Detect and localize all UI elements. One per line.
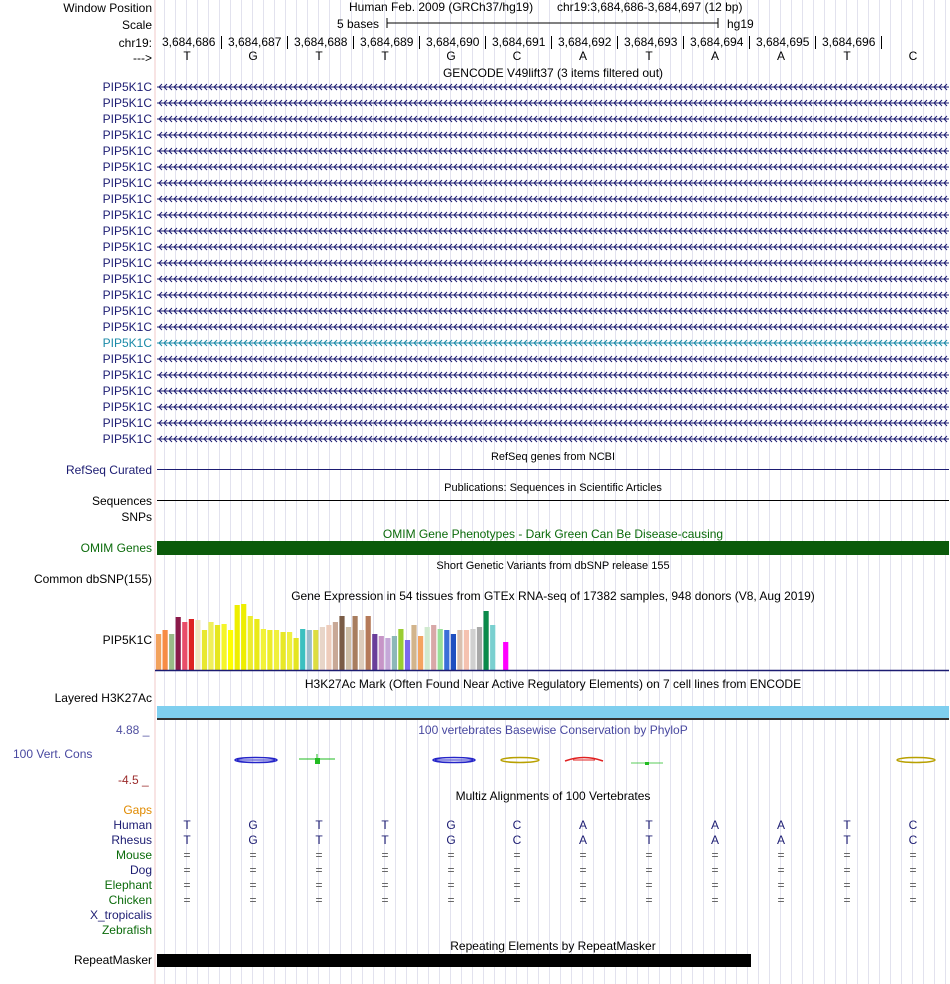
alignment-base: = xyxy=(183,863,191,877)
logo-glyph-t xyxy=(299,754,335,764)
gtex-tissue-bar xyxy=(222,624,227,670)
alignment-base: T xyxy=(843,818,851,832)
gtex-tissue-bar xyxy=(235,605,240,670)
alignment-base: T xyxy=(315,833,323,847)
gtex-tissue-bar xyxy=(333,622,338,670)
alignment-base: = xyxy=(447,893,455,907)
base-letter: C xyxy=(908,49,918,63)
alignment-base: = xyxy=(381,893,389,907)
gtex-tissue-bar xyxy=(484,611,489,670)
gtex-tissue-bar xyxy=(339,616,344,670)
gtex-tissue-bar xyxy=(254,619,259,670)
alignment-base: = xyxy=(447,848,455,862)
repeatmasker-element[interactable] xyxy=(157,954,751,967)
omim-track-title[interactable]: OMIM Gene Phenotypes - Dark Green Can Be Disease-causing xyxy=(382,527,724,541)
coordinate-tick xyxy=(551,36,552,49)
alignment-base: T xyxy=(315,818,323,832)
alignment-base: = xyxy=(645,863,653,877)
coordinate-tick-label: 3,684,693 xyxy=(624,35,678,49)
gencode-transcript-line[interactable] xyxy=(157,129,949,141)
coordinate-tick xyxy=(353,36,354,49)
alignment-base: A xyxy=(776,833,785,847)
repeatmasker-track-title[interactable]: Repeating Elements by RepeatMasker xyxy=(450,939,656,953)
scale-text: 5 bases xyxy=(337,17,380,31)
alignment-base: = xyxy=(579,848,587,862)
gtex-tissue-bar xyxy=(320,627,325,670)
alignment-base: T xyxy=(843,833,851,847)
gtex-tissue-bar xyxy=(294,638,299,670)
base-letter: T xyxy=(645,49,653,63)
coordinate-tick-label: 3,684,694 xyxy=(690,35,744,49)
gencode-transcript-label[interactable]: PIP5K1C xyxy=(102,80,152,94)
gencode-transcript-label[interactable]: PIP5K1C xyxy=(102,128,152,142)
gencode-transcript-label[interactable]: PIP5K1C xyxy=(102,416,152,430)
species-label[interactable]: Chicken xyxy=(108,893,152,907)
coordinate-tick xyxy=(617,36,618,49)
base-letter: A xyxy=(578,49,587,63)
coordinate-tick-label: 3,684,688 xyxy=(294,35,348,49)
gencode-transcript-label[interactable]: PIP5K1C xyxy=(102,256,152,270)
position-text[interactable]: chr19:3,684,686-3,684,697 (12 bp) xyxy=(557,0,743,14)
species-label[interactable]: Elephant xyxy=(104,878,152,892)
h3k27ac-signal[interactable] xyxy=(157,706,949,718)
species-label[interactable]: Rhesus xyxy=(111,833,152,847)
gtex-tissue-bar xyxy=(300,629,305,670)
gencode-transcript-label[interactable]: PIP5K1C xyxy=(102,272,152,286)
h3k27ac-track-title[interactable]: H3K27Ac Mark (Often Found Near Active Regulatory Elements) on 7 cell lines from ENCODE xyxy=(304,677,802,691)
alignment-base: = xyxy=(315,893,323,907)
gencode-transcript-label[interactable]: PIP5K1C xyxy=(102,160,152,174)
gencode-transcript-line[interactable] xyxy=(157,401,949,413)
gencode-transcript-line[interactable] xyxy=(157,161,949,173)
gencode-transcript-line[interactable] xyxy=(157,385,949,397)
gtex-tissue-bar xyxy=(326,625,331,670)
alignment-base: G xyxy=(248,833,258,847)
scale-db: hg19 xyxy=(727,17,754,31)
alignment-base: G xyxy=(446,833,456,847)
alignment-base: = xyxy=(645,878,653,892)
dbsnp-label[interactable]: Common dbSNP(155) xyxy=(33,572,152,586)
coordinate-tick xyxy=(881,36,882,49)
gencode-transcript-line[interactable] xyxy=(157,241,949,253)
gencode-transcript-label[interactable]: PIP5K1C xyxy=(102,176,152,190)
species-label[interactable]: X_tropicalis xyxy=(89,908,152,922)
alignment-base: = xyxy=(843,893,851,907)
alignment-base: = xyxy=(183,878,191,892)
gtex-tissue-bar xyxy=(274,630,279,670)
alignment-base: G xyxy=(248,818,258,832)
alignment-base: = xyxy=(909,878,917,892)
gencode-transcript-line[interactable] xyxy=(157,353,949,365)
alignment-base: = xyxy=(579,878,587,892)
base-letter: T xyxy=(843,49,851,63)
alignment-base: = xyxy=(381,863,389,877)
alignment-base: A xyxy=(578,833,587,847)
gtex-tissue-bar xyxy=(366,616,371,670)
gencode-transcript-line[interactable] xyxy=(157,225,949,237)
alignment-base: = xyxy=(447,863,455,877)
strand-label: ---> xyxy=(133,51,152,65)
chrom-label: chr19: xyxy=(118,36,152,50)
alignment-base: = xyxy=(513,878,521,892)
gtex-tissue-bar xyxy=(490,625,495,670)
alignment-base: T xyxy=(183,818,191,832)
alignment-base: = xyxy=(711,848,719,862)
coordinate-tick xyxy=(485,36,486,49)
phylop-logo-glyphs xyxy=(157,752,949,770)
alignment-base: A xyxy=(776,818,785,832)
alignment-base: = xyxy=(645,848,653,862)
alignment-base: = xyxy=(843,878,851,892)
base-letter: T xyxy=(381,49,389,63)
coordinate-tick-label: 3,684,692 xyxy=(558,35,612,49)
dbsnp-track-title[interactable]: Short Genetic Variants from dbSNP release 155 xyxy=(436,560,670,572)
phylop-max-label: 4.88 _ xyxy=(116,723,150,737)
gtex-tissue-bar xyxy=(451,634,456,670)
coordinate-tick-label: 3,684,696 xyxy=(822,35,876,49)
gtex-tissue-bar xyxy=(287,632,292,670)
omim-label[interactable]: OMIM Genes xyxy=(80,541,152,555)
alignment-base: = xyxy=(513,893,521,907)
alignment-base: = xyxy=(909,848,917,862)
repeatmasker-label[interactable]: RepeatMasker xyxy=(73,953,152,967)
snps-label[interactable]: SNPs xyxy=(121,510,152,524)
species-label[interactable]: Mouse xyxy=(115,848,152,862)
gtex-tissue-bar xyxy=(470,629,475,670)
alignment-base: = xyxy=(777,848,785,862)
coordinate-tick-label: 3,684,695 xyxy=(756,35,810,49)
coordinate-tick xyxy=(287,36,288,49)
phylop-min-label: -4.5 _ xyxy=(118,773,149,787)
gtex-tissue-bar xyxy=(425,627,430,670)
base-letter: G xyxy=(248,49,258,63)
gencode-transcript-label[interactable]: PIP5K1C xyxy=(102,240,152,254)
h3k27ac-baseline xyxy=(157,718,949,720)
gtex-track-title[interactable]: Gene Expression in 54 tissues from GTEx RNA-seq of 17382 samples, 948 donors (V8, Aug 2019) xyxy=(291,589,815,603)
gencode-transcript-line[interactable] xyxy=(157,81,949,93)
gaps-label[interactable]: Gaps xyxy=(123,803,152,817)
scale-label: Scale xyxy=(121,18,152,32)
gtex-tissue-bar xyxy=(392,636,397,670)
alignment-base: = xyxy=(777,863,785,877)
gencode-transcript-line[interactable] xyxy=(157,113,949,125)
gencode-transcript-label[interactable]: PIP5K1C xyxy=(102,400,152,414)
gtex-tissue-bar xyxy=(313,630,318,670)
publications-line[interactable] xyxy=(157,500,949,501)
alignment-base: = xyxy=(777,878,785,892)
alignment-base: = xyxy=(711,863,719,877)
gtex-tissue-bar xyxy=(267,630,272,670)
alignment-base: = xyxy=(513,848,521,862)
base-letter: A xyxy=(710,49,719,63)
alignment-base: A xyxy=(578,818,587,832)
gtex-tissue-bar xyxy=(346,627,351,670)
gtex-tissue-bar xyxy=(418,636,423,670)
gtex-tissue-bar xyxy=(497,622,502,670)
gtex-tissue-bar xyxy=(385,638,390,670)
gencode-transcript-line[interactable] xyxy=(157,273,949,285)
gencode-transcript-line[interactable] xyxy=(157,321,949,333)
multiz-track-title[interactable]: Multiz Alignments of 100 Vertebrates xyxy=(455,789,651,803)
gencode-transcript-line[interactable] xyxy=(157,257,949,269)
gtex-tissue-bar xyxy=(405,640,410,670)
alignment-base: C xyxy=(908,833,918,847)
gencode-transcript-line[interactable] xyxy=(157,305,949,317)
gencode-transcript-line[interactable] xyxy=(157,417,949,429)
alignment-base: C xyxy=(512,818,522,832)
gtex-tissue-bar xyxy=(169,634,174,670)
species-label[interactable]: Zebrafish xyxy=(101,923,152,937)
gencode-transcript-label[interactable]: PIP5K1C xyxy=(102,304,152,318)
alignment-base: = xyxy=(315,848,323,862)
gtex-tissue-bar xyxy=(163,630,168,670)
alignment-base: = xyxy=(579,893,587,907)
gtex-tissue-bar xyxy=(228,630,233,670)
alignment-base: = xyxy=(315,878,323,892)
window-position-label: Window Position xyxy=(63,1,152,15)
gtex-bar-chart[interactable] xyxy=(155,603,949,675)
alignment-base: T xyxy=(183,833,191,847)
gencode-transcript-line[interactable] xyxy=(157,209,949,221)
gencode-transcript-line[interactable] xyxy=(157,177,949,189)
gencode-transcript-label[interactable]: PIP5K1C xyxy=(102,368,152,382)
gtex-tissue-bar xyxy=(444,630,449,670)
gencode-track-title[interactable]: GENCODE V49lift37 (3 items filtered out) xyxy=(442,66,664,80)
gtex-tissue-bar xyxy=(261,629,266,670)
assembly-text: Human Feb. 2009 (GRCh37/hg19) xyxy=(349,0,534,14)
gencode-transcript-label[interactable]: PIP5K1C xyxy=(102,288,152,302)
coordinate-tick-label: 3,684,689 xyxy=(360,35,414,49)
gtex-label[interactable]: PIP5K1C xyxy=(102,633,152,647)
alignment-base: = xyxy=(909,893,917,907)
alignment-base: = xyxy=(843,863,851,877)
gencode-transcript-line[interactable] xyxy=(157,369,949,381)
coordinate-tick xyxy=(683,36,684,49)
gtex-tissue-bar xyxy=(182,622,187,670)
gencode-transcript-label[interactable]: PIP5K1C xyxy=(102,144,152,158)
alignment-base: = xyxy=(249,893,257,907)
coordinate-tick-label: 3,684,690 xyxy=(426,35,480,49)
alignment-base: T xyxy=(381,833,389,847)
alignment-base: = xyxy=(645,893,653,907)
gtex-tissue-bar xyxy=(215,625,220,670)
gtex-tissue-bar xyxy=(176,617,181,670)
gencode-transcript-line[interactable] xyxy=(157,337,949,349)
alignment-base: T xyxy=(381,818,389,832)
gencode-transcript-line[interactable] xyxy=(157,433,949,445)
gencode-transcript-label[interactable]: PIP5K1C xyxy=(102,208,152,222)
gencode-transcript-line[interactable] xyxy=(157,289,949,301)
gtex-tissue-bar xyxy=(248,616,253,670)
gtex-tissue-bar xyxy=(379,636,384,670)
species-label[interactable]: Human xyxy=(113,818,152,832)
gtex-tissue-bar xyxy=(372,634,377,670)
logo-glyph-g xyxy=(235,758,277,763)
gencode-transcript-label[interactable]: PIP5K1C xyxy=(102,224,152,238)
coordinate-tick-label: 3,684,691 xyxy=(492,35,546,49)
alignment-base: = xyxy=(711,878,719,892)
alignment-base: T xyxy=(645,818,653,832)
gtex-tissue-bar xyxy=(411,625,416,670)
gencode-transcript-label[interactable]: PIP5K1C xyxy=(102,112,152,126)
gtex-tissue-bar xyxy=(464,630,469,670)
alignment-base: T xyxy=(645,833,653,847)
coordinate-tick xyxy=(419,36,420,49)
species-label[interactable]: Dog xyxy=(129,863,152,877)
alignment-base: A xyxy=(710,833,719,847)
alignment-base: C xyxy=(908,818,918,832)
gencode-transcript-label[interactable]: PIP5K1C xyxy=(102,192,152,206)
alignment-base: = xyxy=(381,848,389,862)
alignment-base: = xyxy=(315,863,323,877)
omim-gene-bar[interactable] xyxy=(157,541,949,555)
alignment-base: = xyxy=(249,878,257,892)
gencode-transcript-line[interactable] xyxy=(157,193,949,205)
coordinate-tick xyxy=(221,36,222,49)
alignment-base: = xyxy=(579,863,587,877)
coordinate-tick-label: 3,684,686 xyxy=(162,35,216,49)
gtex-tissue-bar xyxy=(241,604,246,670)
alignment-base: = xyxy=(447,878,455,892)
alignment-base: = xyxy=(249,848,257,862)
gtex-tissue-bar xyxy=(208,622,213,670)
alignment-base: = xyxy=(183,848,191,862)
gencode-transcript-label[interactable]: PIP5K1C xyxy=(102,352,152,366)
gtex-tissue-bar xyxy=(202,630,207,670)
logo-glyph-c2 xyxy=(897,758,935,763)
base-letter: C xyxy=(512,49,522,63)
alignment-base: = xyxy=(777,893,785,907)
base-letter: T xyxy=(315,49,323,63)
coordinate-tick-label: 3,684,687 xyxy=(228,35,282,49)
gtex-tissue-bar xyxy=(431,625,436,670)
phylop-label[interactable]: 100 Vert. Cons xyxy=(13,747,93,761)
alignment-base: = xyxy=(513,863,521,877)
publications-track-title[interactable]: Publications: Sequences in Scientific Articles xyxy=(444,482,662,494)
gencode-transcript-label[interactable]: PIP5K1C xyxy=(102,96,152,110)
alignment-base: = xyxy=(711,893,719,907)
gtex-tissue-bar xyxy=(156,634,161,670)
alignment-base: = xyxy=(843,848,851,862)
base-letter: T xyxy=(183,49,191,63)
logo-glyph-c xyxy=(501,758,539,763)
gtex-tissue-bar xyxy=(438,629,443,670)
h3k27ac-label[interactable]: Layered H3K27Ac xyxy=(54,691,152,705)
coordinate-tick xyxy=(749,36,750,49)
gtex-tissue-bar xyxy=(353,616,358,670)
publications-label[interactable]: Sequences xyxy=(91,494,152,508)
gtex-tissue-bar xyxy=(457,630,462,670)
gtex-tissue-bar xyxy=(195,620,200,670)
logo-glyph-a xyxy=(565,758,603,762)
refseq-track-title[interactable]: RefSeq genes from NCBI xyxy=(490,451,616,463)
gencode-transcript-line[interactable] xyxy=(157,97,949,109)
logo-glyph-g2 xyxy=(433,758,475,763)
alignment-base: G xyxy=(446,818,456,832)
alignment-base: A xyxy=(710,818,719,832)
alignment-base: = xyxy=(249,863,257,877)
alignment-base: C xyxy=(512,833,522,847)
gencode-transcript-label[interactable]: PIP5K1C xyxy=(102,336,152,350)
refseq-gene-line[interactable] xyxy=(157,469,949,470)
base-letter: G xyxy=(446,49,456,63)
alignment-base: = xyxy=(381,878,389,892)
gtex-tissue-bar xyxy=(359,630,364,670)
gtex-tissue-bar xyxy=(398,629,403,670)
alignment-base: = xyxy=(183,893,191,907)
gencode-transcript-label[interactable]: PIP5K1C xyxy=(102,432,152,446)
coordinate-tick xyxy=(815,36,816,49)
refseq-label[interactable]: RefSeq Curated xyxy=(65,463,152,477)
gtex-tissue-bar xyxy=(503,642,508,670)
gencode-transcript-label[interactable]: PIP5K1C xyxy=(102,320,152,334)
logo-glyph-t2 xyxy=(631,762,663,765)
scale-bar xyxy=(386,16,720,30)
gtex-tissue-bar xyxy=(189,619,194,670)
gtex-tissue-bar xyxy=(307,630,312,670)
gencode-transcript-label[interactable]: PIP5K1C xyxy=(102,384,152,398)
gencode-transcript-line[interactable] xyxy=(157,145,949,157)
base-letter: A xyxy=(776,49,785,63)
gtex-tissue-bar xyxy=(281,632,286,670)
alignment-base: = xyxy=(909,863,917,877)
gtex-tissue-bar xyxy=(477,627,482,670)
phylop-track-title[interactable]: 100 vertebrates Basewise Conservation by PhyloP xyxy=(418,723,688,737)
